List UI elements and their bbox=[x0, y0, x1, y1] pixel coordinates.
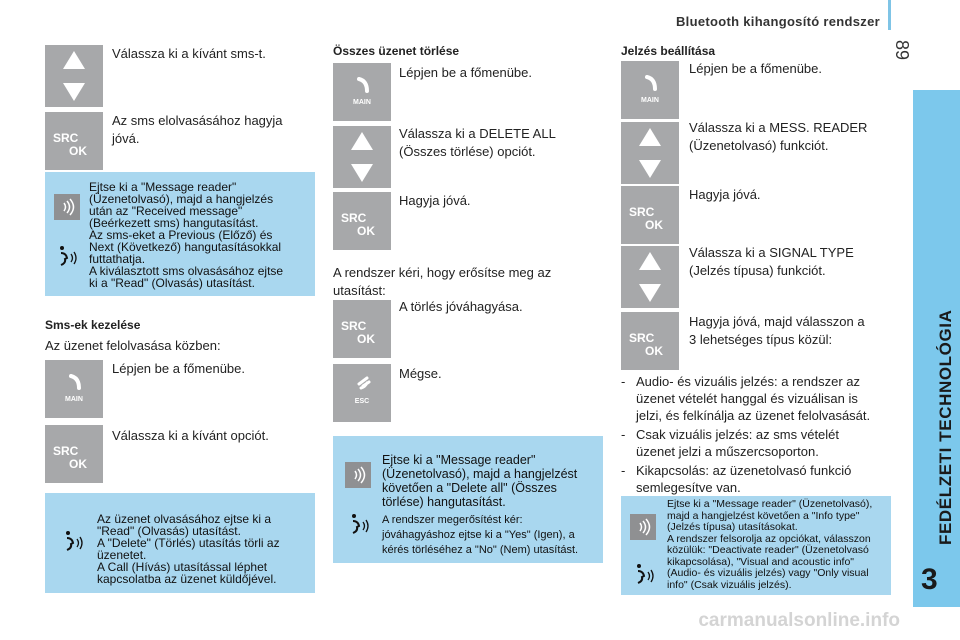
chapter-number: 3 bbox=[921, 563, 938, 596]
bullet-dash: - bbox=[621, 427, 626, 442]
col2-confirm-line1: A rendszer kéri, hogy erősítse meg az bbox=[333, 265, 552, 280]
info4-line: majd a hangjelzést követően a "Info type" bbox=[667, 509, 860, 522]
info2-line: üzenetet. bbox=[97, 548, 147, 562]
col3-step3: Hagyja jóvá. bbox=[689, 187, 761, 202]
info3-line: követően a "Delete all" (Összes bbox=[382, 481, 557, 495]
info1-line: Ejtse ki a "Message reader" bbox=[89, 180, 237, 194]
col2-step2-line1: Válassza ki a DELETE ALL bbox=[399, 126, 556, 141]
info1-line: Next (Következő) hangutasításokkal bbox=[89, 240, 282, 254]
col2-step3: Hagyja jóvá. bbox=[399, 193, 471, 208]
phone-handset-icon bbox=[333, 63, 391, 121]
info4-line: (Audio- és vizuális jelzés) vagy "Only visual bbox=[667, 567, 869, 579]
src-ok-button: SRC OK bbox=[621, 312, 679, 370]
src-ok-button: SRC OK bbox=[621, 186, 679, 244]
bullet-text: jelzi, és felkínálja az üzenet felolvasását. bbox=[636, 408, 871, 423]
col2-step2-line2: (Összes törlése) opciót. bbox=[399, 144, 536, 159]
col1-step3: Lépjen be a főmenübe. bbox=[112, 361, 245, 376]
section-title-signal-settings: Jelzés beállítása bbox=[621, 44, 716, 58]
bullet-text: Kikapcsolás: az üzenetolvasó funkció bbox=[636, 463, 852, 478]
up-down-arrows-icon bbox=[621, 122, 679, 184]
speaking-head-icon bbox=[63, 529, 87, 555]
info2-line: kapcsolatba az üzenet küldőjével. bbox=[97, 572, 277, 586]
info1-line: futtathatja. bbox=[89, 252, 146, 266]
info3-line: A rendszer megerősítést kér: bbox=[382, 514, 523, 526]
info2-line: A "Delete" (Törlés) utasítás törli az bbox=[97, 536, 280, 550]
col1-step1: Válassza ki a kívánt sms-t. bbox=[112, 46, 266, 61]
col3-step5-line1: Hagyja jóvá, majd válasszon a bbox=[689, 314, 865, 329]
up-down-button bbox=[333, 126, 391, 188]
info1-line: ki a "Read" (Olvasás) utasítást. bbox=[89, 276, 255, 290]
info1-line: (Üzenetolvasó), majd a hangjelzés bbox=[89, 192, 274, 206]
up-down-arrows-icon bbox=[333, 126, 391, 188]
phone-handset-icon bbox=[45, 360, 103, 418]
main-menu-button: MAIN bbox=[621, 61, 679, 119]
info3-line: (Üzenetolvasó), majd a hangjelzést bbox=[382, 467, 578, 481]
col3-step2-line2: (Üzenetolvasó) funkciót. bbox=[689, 138, 829, 153]
voice-command-info-box bbox=[333, 436, 603, 563]
col3-step2-line1: Válassza ki a MESS. READER bbox=[689, 120, 868, 135]
voice-command-info-box bbox=[621, 496, 891, 595]
speaking-head-icon bbox=[349, 512, 373, 538]
bullet-dash: - bbox=[621, 374, 626, 389]
voice-command-info-box bbox=[45, 493, 315, 593]
bullet-text: üzenet vételét hanggal és vizuálisan is bbox=[636, 391, 858, 406]
bullet-text: semlegesítve van. bbox=[636, 480, 741, 495]
bullet-text: Audio- és vizuális jelzés: a rendszer az bbox=[636, 374, 860, 389]
info1-line: (Beérkezett sms) hangutasítást. bbox=[89, 216, 259, 230]
info4-line: info" (Csak vizuális jelzés). bbox=[667, 578, 792, 591]
watermark: carmanualsonline.info bbox=[698, 610, 900, 631]
info2-line: Az üzenet olvasásához ejtse ki a bbox=[97, 512, 272, 526]
info4-line: Ejtse ki a "Message reader" (Üzenetolvasó), bbox=[667, 498, 873, 510]
info1-line: A kiválasztott sms olvasásához ejtse bbox=[89, 264, 284, 278]
esc-button: ESC bbox=[333, 364, 391, 422]
info2-line: "Read" (Olvasás) utasítást. bbox=[97, 524, 241, 538]
col2-step1: Lépjen be a főmenübe. bbox=[399, 65, 532, 80]
up-down-button bbox=[45, 45, 103, 107]
section-title-delete-all: Összes üzenet törlése bbox=[333, 44, 460, 58]
info2-line: A Call (Hívás) utasítással léphet bbox=[97, 560, 268, 574]
speaking-head-icon bbox=[57, 244, 81, 270]
col2-confirm-line2: utasítást: bbox=[333, 283, 386, 298]
page-number: 89 bbox=[892, 40, 912, 61]
info3-line: jóváhagyáshoz ejtse ki a "Yes" (Igen), a bbox=[382, 529, 575, 541]
bullet-text: Csak vizuális jelzés: az sms vételét bbox=[636, 427, 840, 442]
voice-command-button-icon bbox=[630, 514, 656, 540]
col1-step2-line2: jóvá. bbox=[112, 131, 140, 146]
src-ok-button: SRC OK bbox=[333, 192, 391, 250]
hang-up-phone-icon bbox=[333, 364, 391, 422]
section-title-sms-management: Sms-ek kezelése bbox=[45, 318, 141, 332]
bullet-text: üzenet jelzi a műszercsoporton. bbox=[636, 444, 819, 459]
col3-step4-line2: (Jelzés típusa) funkciót. bbox=[689, 263, 826, 278]
info3-line: Ejtse ki a "Message reader" bbox=[382, 453, 536, 467]
voice-command-button-icon bbox=[54, 194, 80, 220]
voice-command-button-icon bbox=[345, 462, 371, 488]
col3-step1: Lépjen be a főmenübe. bbox=[689, 61, 822, 76]
info4-line: A rendszer felsorolja az opciókat, válasszon bbox=[667, 532, 871, 545]
info3-line: kérés törléséhez a "No" (Nem) utasítást. bbox=[382, 544, 579, 556]
main-menu-button: MAIN bbox=[333, 63, 391, 121]
col2-step5: Mégse. bbox=[399, 366, 442, 381]
up-down-button bbox=[621, 246, 679, 308]
speaking-head-icon bbox=[634, 562, 658, 588]
up-down-button bbox=[621, 122, 679, 184]
src-ok-button: SRC OK bbox=[45, 425, 103, 483]
col1-step2-line1: Az sms elolvasásához hagyja bbox=[112, 113, 283, 128]
col1-step4: Válassza ki a kívánt opciót. bbox=[112, 428, 269, 443]
bullet-dash: - bbox=[621, 463, 626, 478]
page-header-title: Bluetooth kihangosító rendszer bbox=[675, 14, 880, 29]
phone-handset-icon bbox=[621, 61, 679, 119]
col2-step4: A törlés jóváhagyása. bbox=[399, 299, 523, 314]
src-ok-button: SRC OK bbox=[333, 300, 391, 358]
up-down-arrows-icon bbox=[621, 246, 679, 308]
header-divider bbox=[888, 0, 891, 30]
up-down-arrows-icon bbox=[45, 45, 103, 107]
info1-line: után az "Received message" bbox=[89, 204, 243, 218]
col1-intro: Az üzenet felolvasása közben: bbox=[45, 338, 221, 353]
info4-line: (Jelzés típusa) utasításokat. bbox=[667, 521, 798, 533]
info4-line: kikapcsolása), "Visual and acoustic info" bbox=[667, 555, 855, 568]
col3-step4-line1: Válassza ki a SIGNAL TYPE bbox=[689, 245, 854, 260]
info3-line: törlése) hangutasítást. bbox=[382, 495, 506, 509]
info4-line: közülük: "Deactivate reader" (Üzenetolvasó bbox=[667, 544, 869, 556]
src-ok-button: SRC OK bbox=[45, 112, 103, 170]
col3-step5-line2: 3 lehetséges típus közül: bbox=[689, 332, 833, 347]
info1-line: Az sms-eket a Previous (Előző) és bbox=[89, 228, 273, 242]
main-menu-button: MAIN bbox=[45, 360, 103, 418]
voice-command-info-box bbox=[45, 172, 315, 296]
